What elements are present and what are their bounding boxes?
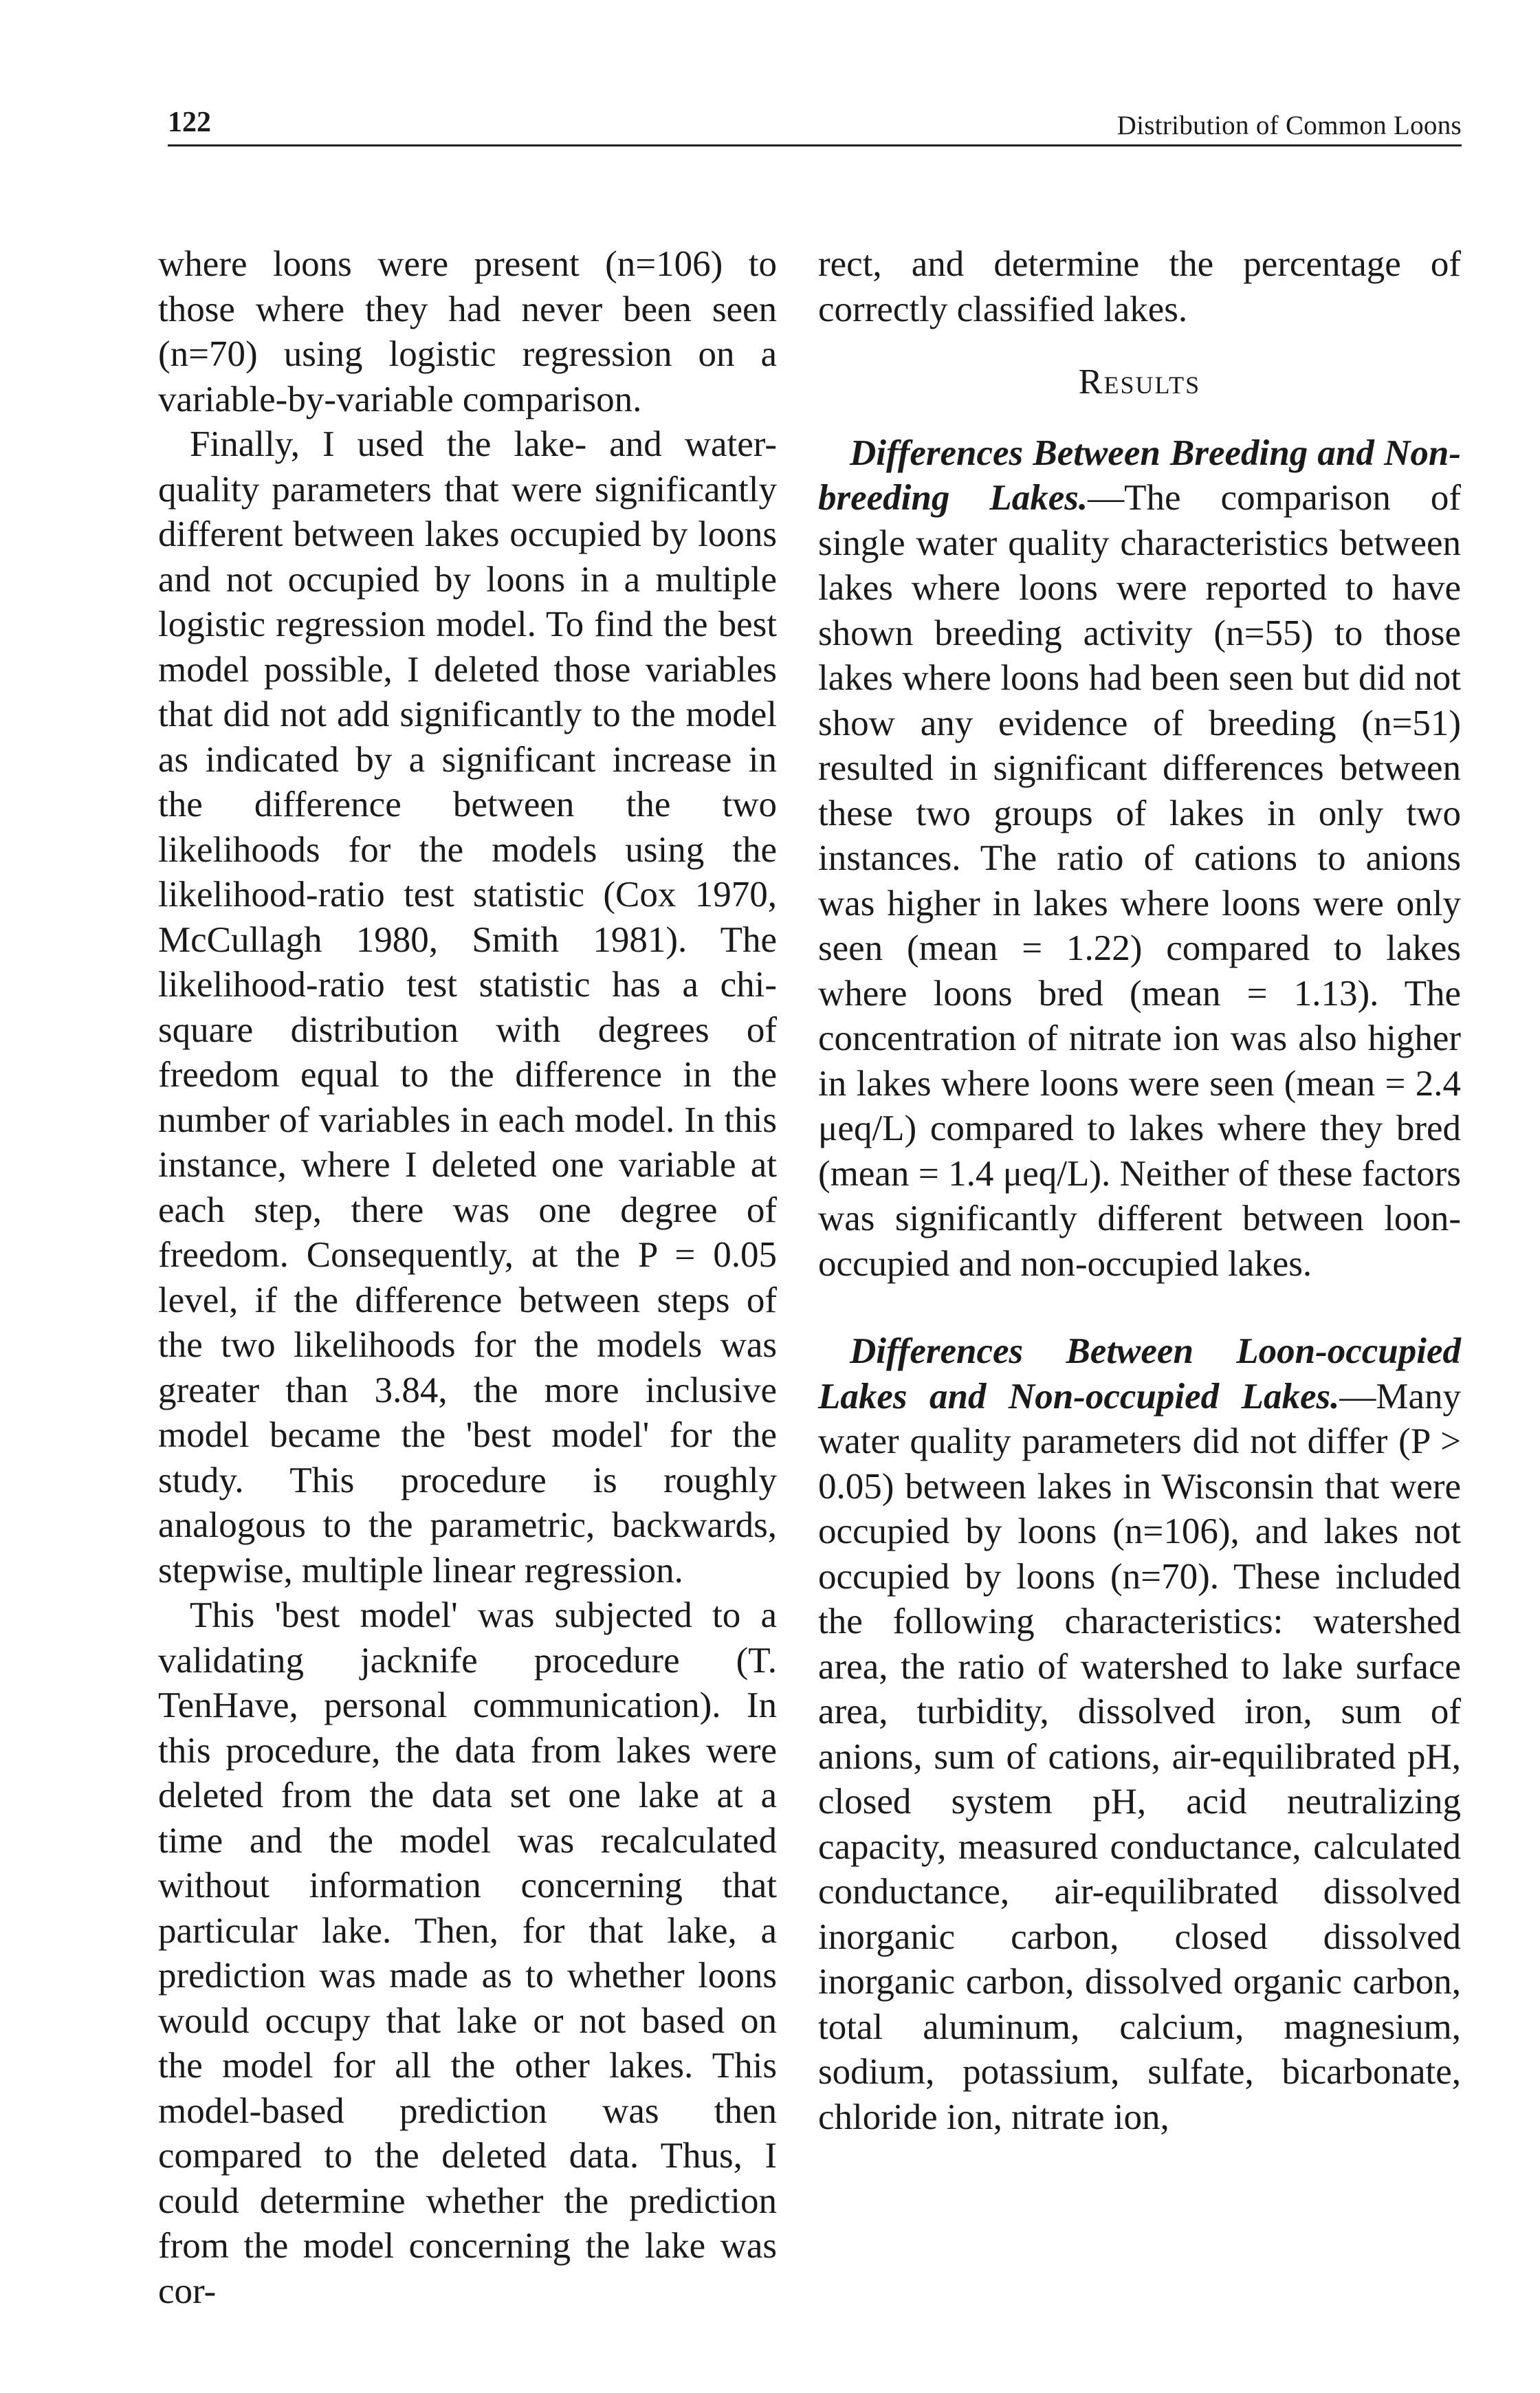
page-number: 122 [168,107,211,138]
subsection-breeding [818,431,1461,1287]
subsection-occupied [818,1329,1461,2140]
subsection-breeding-text: —The comparison of single water quality characteristics between lakes where loons were reported to have shown breeding activity (n=55) to those lakes where loons had been seen but did not show any evidence of breeding (n=51) resulted in significant differences between these two groups of lakes in only two instances. The ratio of cations to anions was higher in lakes where loons were only seen (mean = 1.22) compared to lakes where loons bred (mean = 1.13). The concentration of nitrate ion was also higher in lakes where loons were seen (mean = 2.4 μeq/L) compared to lakes where they bred (mean = 1.4 μeq/L). Neither of these factors was significantly different between loon-occupied and non-occupied lakes. [818,478,1461,1284]
right-column [818,242,1461,2140]
section-gap [818,1287,1461,1329]
right-paragraph-1: rect, and determine the percentage of correctly classified lakes. [818,244,1461,329]
results-heading: Results [1078,362,1201,402]
left-paragraph-1: where loons were present (n=106) to those where they had never been seen (n=70) using logistic regression on a variable-by-variable comparison. [158,244,777,419]
subsection-breeding-heading: Differences Between Breeding and Non-breeding Lakes. [818,433,1461,518]
running-head: Distribution of Common Loons [1116,111,1462,140]
left-paragraph-3: This 'best model' was subjected to a validating jacknife procedure (T. TenHave, personal communication). In this procedure, the data from lakes were deleted from the data set one lake at a time and the model was recalculated without information concerning that particular lake. Then, for that lake, a prediction was made as to whether loons would occupy that lake or not based on the model for all the other lakes. This model-based prediction was then compared to the deleted data. Thus, I could determine whether the prediction from the model concerning the lake was cor- [158,1595,777,2311]
subsection-occupied-text: —Many water quality parameters did not differ (P > 0.05) between lakes in Wisconsin that were occupied by loons (n=106), and lakes not occupied by loons (n=70). These included the following characteristics: watershed area, the ratio of watershed to lake surface area, turbidity, dissolved iron, sum of anions, sum of cations, air-equilibrated pH, closed system pH, acid neutralizing capacity, measured conductance, calculated conductance, air-equilibrated dissolved inorganic carbon, closed dissolved inorganic carbon, dissolved organic carbon, total aluminum, calcium, magnesium, sodium, potassium, sulfate, bicarbonate, chloride ion, nitrate ion, [818,1376,1461,2137]
subsection-occupied-heading: Differences Between Loon-occupied Lakes and Non-occupied Lakes. [818,1331,1461,1417]
left-column [158,242,777,2314]
page-header [168,96,1462,146]
left-paragraph-2: Finally, I used the lake- and water-quality parameters that were significantly different between lakes occupied by loons and not occupied by loons in a multiple logistic regression model. To find the best model possible, I deleted those variables that did not add significantly to the model as indicated by a significant increase in the difference between the two likelihoods for the models using the likelihood-ratio test statistic (Cox 1970, McCullagh 1980, Smith 1981). The likelihood-ratio test statistic has a chi-square distribution with degrees of freedom equal to the difference in the number of variables in each model. In this instance, where I deleted one variable at each step, there was one degree of freedom. Consequently, at the P = 0.05 level, if the difference between steps of the two likelihoods for the models was greater than 3.84, the more inclusive model became the 'best model' for the study. This procedure is roughly analogous to the parametric, backwards, stepwise, multiple linear regression. [158,424,777,1591]
